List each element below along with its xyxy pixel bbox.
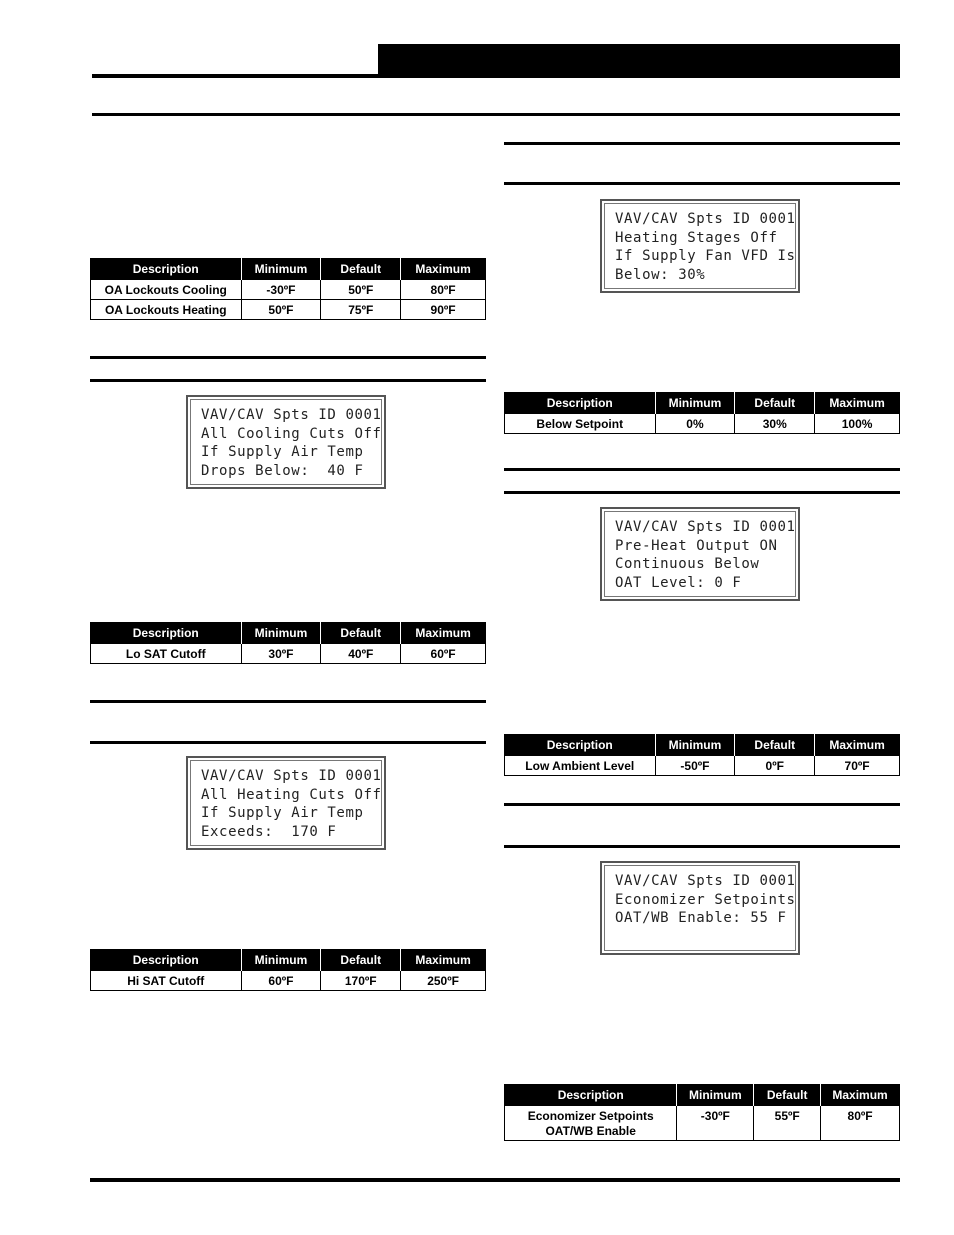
cell-maximum: 90ºF: [401, 300, 486, 320]
cell-maximum: 100%: [815, 414, 900, 434]
cell-minimum: 60ºF: [241, 971, 321, 991]
lcd-screen-heating-stages: [600, 199, 800, 293]
cell-minimum: -30ºF: [677, 1106, 754, 1141]
lcd-line: If Supply Fan VFD Is: [615, 248, 796, 264]
col-default: Default: [321, 949, 401, 971]
lcd-screen-heating-cutoff: [186, 756, 386, 850]
lcd-screen-cooling-cutoff: [186, 395, 386, 489]
section-rule: [504, 142, 900, 145]
col-minimum: Minimum: [677, 1084, 754, 1106]
hi-sat-table: [90, 949, 486, 991]
cell-description: [505, 1106, 677, 1141]
cell-description: OA Lockouts Cooling: [91, 280, 242, 300]
col-maximum: Maximum: [401, 949, 486, 971]
cell-default: 30%: [735, 414, 815, 434]
cell-minimum: 30ºF: [241, 644, 321, 664]
lcd-line: Heating Stages Off: [615, 229, 778, 246]
col-default: Default: [321, 258, 401, 280]
section-rule: [90, 741, 486, 744]
col-minimum: Minimum: [241, 258, 321, 280]
lcd-display: [604, 511, 796, 597]
header-rule: [92, 74, 900, 78]
lcd-display: [604, 865, 796, 951]
col-description: Description: [505, 734, 656, 756]
cell-default: 75ºF: [321, 300, 401, 320]
cell-maximum: 80ºF: [821, 1106, 900, 1141]
cell-maximum: 250ºF: [401, 971, 486, 991]
section-rule: [90, 700, 486, 703]
table-row: [505, 756, 900, 776]
header-rule-2: [92, 113, 900, 116]
lo-sat-table: [90, 622, 486, 664]
cell-minimum: -30ºF: [241, 280, 321, 300]
cell-default: 55ºF: [754, 1106, 821, 1141]
col-maximum: Maximum: [815, 734, 900, 756]
lcd-screen-pre-heat: [600, 507, 800, 601]
table-row: [91, 971, 486, 991]
col-minimum: Minimum: [241, 949, 321, 971]
lcd-line: Economizer Setpoints: [615, 891, 796, 908]
table-row: [91, 280, 486, 300]
cell-description: Below Setpoint: [505, 414, 656, 434]
lcd-line: VAV/CAV Spts ID 0001: [201, 407, 382, 423]
cell-description: Hi SAT Cutoff: [91, 971, 242, 991]
cell-description: Lo SAT Cutoff: [91, 644, 242, 664]
cell-default: 0ºF: [735, 756, 815, 776]
section-rule: [90, 356, 486, 359]
lcd-line: Exceeds: 170 F: [201, 823, 337, 840]
table-row: [91, 644, 486, 664]
section-rule: [504, 845, 900, 848]
col-maximum: Maximum: [815, 392, 900, 414]
col-maximum: Maximum: [401, 258, 486, 280]
lcd-line: VAV/CAV Spts ID 0001: [615, 211, 796, 227]
cell-description: Low Ambient Level: [505, 756, 656, 776]
cell-maximum: 60ºF: [401, 644, 486, 664]
section-rule: [504, 182, 900, 185]
col-default: Default: [321, 622, 401, 644]
col-minimum: Minimum: [655, 734, 735, 756]
footer-rule: [90, 1178, 900, 1182]
lcd-line: VAV/CAV Spts ID 0001: [201, 768, 382, 784]
col-maximum: Maximum: [401, 622, 486, 644]
lcd-line: OAT/WB Enable: 55 F: [615, 910, 787, 926]
lcd-line: Pre-Heat Output ON: [615, 537, 778, 554]
lcd-line: All Cooling Cuts Off: [201, 425, 382, 442]
table-row: [505, 1106, 900, 1141]
col-description: Description: [505, 1084, 677, 1106]
lcd-line: All Heating Cuts Off: [201, 786, 382, 803]
cell-default: 170ºF: [321, 971, 401, 991]
lcd-display: [190, 399, 382, 485]
cell-description: OA Lockouts Heating: [91, 300, 242, 320]
col-default: Default: [754, 1084, 821, 1106]
lcd-line: If Supply Air Temp: [201, 444, 364, 460]
lcd-line: VAV/CAV Spts ID 0001: [615, 519, 796, 535]
lcd-line: [615, 928, 795, 947]
cell-default: 50ºF: [321, 280, 401, 300]
table-row: [91, 300, 486, 320]
lcd-display: [190, 760, 382, 846]
cell-minimum: -50ºF: [655, 756, 735, 776]
col-default: Default: [735, 392, 815, 414]
lcd-line: Drops Below: 40 F: [201, 462, 364, 479]
oa-lockouts-table: [90, 258, 486, 320]
economizer-table: [504, 1084, 900, 1141]
col-minimum: Minimum: [241, 622, 321, 644]
cell-maximum: 80ºF: [401, 280, 486, 300]
lcd-display: [604, 203, 796, 289]
col-description: Description: [91, 258, 242, 280]
cell-description-line: Economizer Setpoints: [527, 1109, 654, 1123]
col-minimum: Minimum: [655, 392, 735, 414]
header-tab-bar: [378, 44, 900, 78]
col-description: Description: [91, 949, 242, 971]
col-description: Description: [91, 622, 242, 644]
lcd-line: OAT Level: 0 F: [615, 574, 742, 591]
lcd-line: If Supply Air Temp: [201, 805, 364, 821]
below-setpoint-table: [504, 392, 900, 434]
lcd-line: VAV/CAV Spts ID 0001: [615, 873, 796, 889]
cell-maximum: 70ºF: [815, 756, 900, 776]
lcd-line: Continuous Below: [615, 556, 760, 572]
low-ambient-table: [504, 734, 900, 776]
col-default: Default: [735, 734, 815, 756]
lcd-screen-economizer: [600, 861, 800, 955]
section-rule: [504, 491, 900, 494]
col-description: Description: [505, 392, 656, 414]
col-maximum: Maximum: [821, 1084, 900, 1106]
cell-minimum: 50ºF: [241, 300, 321, 320]
section-rule: [504, 468, 900, 471]
table-row: [505, 414, 900, 434]
section-rule: [90, 379, 486, 382]
cell-description-line: OAT/WB Enable: [545, 1124, 636, 1138]
cell-minimum: 0%: [655, 414, 735, 434]
cell-default: 40ºF: [321, 644, 401, 664]
section-rule: [504, 803, 900, 806]
lcd-line: Below: 30%: [615, 266, 706, 283]
